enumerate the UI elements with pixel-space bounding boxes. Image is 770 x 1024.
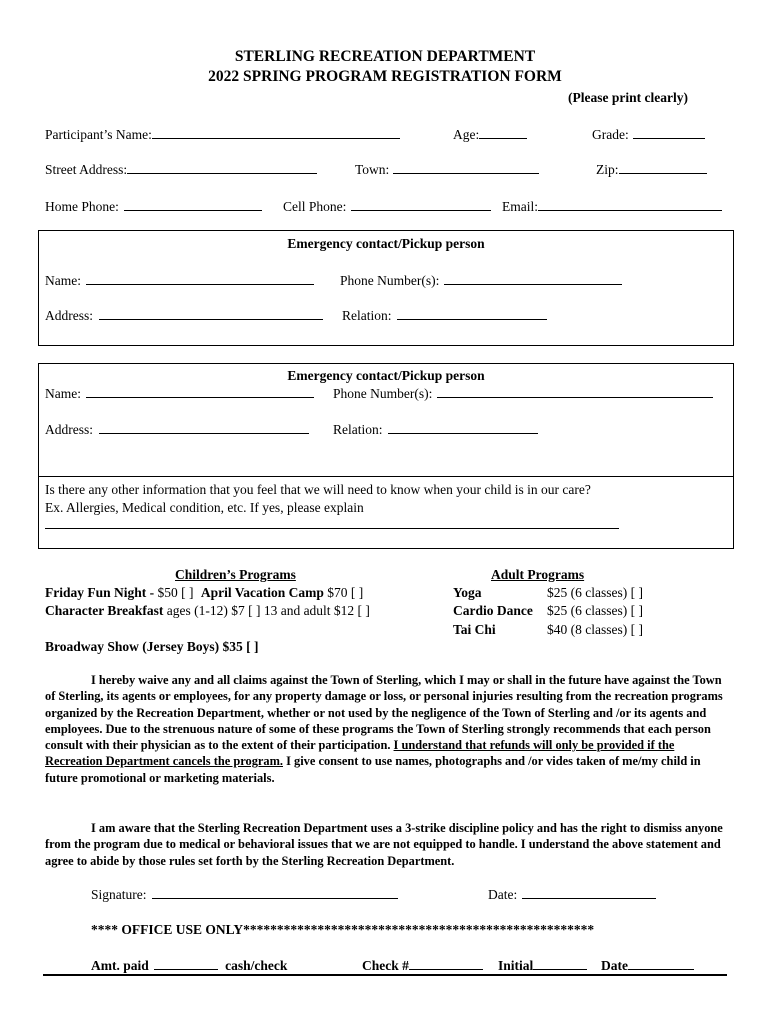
zip-row xyxy=(596,161,707,178)
signature-date-row xyxy=(488,886,656,903)
initial-label: Initial xyxy=(498,958,534,973)
check-number-label: Check # xyxy=(362,958,409,973)
town-field[interactable] xyxy=(393,161,539,174)
emergency1-relation-field[interactable] xyxy=(397,307,547,320)
office-date-field[interactable] xyxy=(628,957,694,970)
check-number-row xyxy=(362,957,483,974)
age-label: Age: xyxy=(453,127,480,142)
emergency1-name-label: Name: xyxy=(45,273,81,288)
emergency2-relation-row xyxy=(333,421,538,438)
cash-check-label: cash/check xyxy=(225,958,288,973)
amt-paid-row xyxy=(91,957,287,974)
additional-info-question: Is there any other information that you feel that we will need to know when your child is in our care? xyxy=(45,482,591,497)
emergency2-relation-field[interactable] xyxy=(388,421,538,434)
emergency1-address-field[interactable] xyxy=(99,307,323,320)
emergency-heading-2: Emergency contact/Pickup person xyxy=(287,368,485,383)
adult-programs-heading: Adult Programs xyxy=(491,567,585,582)
zip-label: Zip: xyxy=(596,162,619,177)
april-vacation-camp-price[interactable]: $70 [ ] xyxy=(323,585,364,600)
street-label: Street Address: xyxy=(45,162,128,177)
email-row xyxy=(502,198,722,215)
friday-fun-night-name: Friday Fun Night - xyxy=(45,585,155,600)
emergency1-relation-row xyxy=(342,307,547,324)
yoga-name: Yoga xyxy=(453,585,482,600)
emergency1-relation-label: Relation: xyxy=(342,308,392,323)
additional-info-field[interactable] xyxy=(45,528,619,529)
emergency1-name-row xyxy=(45,272,314,289)
emergency-contact-box-2 xyxy=(38,363,734,549)
tai-chi-price[interactable]: $40 (8 classes) [ ] xyxy=(547,622,643,637)
town-label: Town: xyxy=(355,162,390,177)
childrens-programs-heading: Children’s Programs xyxy=(175,567,296,582)
cardio-dance-name: Cardio Dance xyxy=(453,603,533,618)
emergency2-name-field[interactable] xyxy=(86,385,314,398)
friday-fun-night-price[interactable]: $50 [ ] xyxy=(154,585,194,600)
emergency1-name-field[interactable] xyxy=(86,272,314,285)
participant-name-label: Participant’s Name: xyxy=(45,127,152,142)
footer-rule xyxy=(43,974,727,976)
amt-paid-label: Amt. paid xyxy=(91,958,149,973)
emergency-heading-1: Emergency contact/Pickup person xyxy=(287,236,485,251)
grade-label: Grade: xyxy=(592,127,629,142)
emergency2-phone-row xyxy=(333,385,713,402)
additional-info-example: Ex. Allergies, Medical condition, etc. If yes, please explain xyxy=(45,500,364,515)
office-date-row xyxy=(601,957,694,974)
cardio-dance-price[interactable]: $25 (6 classes) [ ] xyxy=(547,603,643,618)
check-number-field[interactable] xyxy=(409,957,483,970)
waiver-text-a: I hereby waive any and all claims against the Town of Sterling, which I may or shall in the future have against the Town of Sterling, its agents or employees, for any property damage or loss, or personal injuries resulting from the recreation programs organized by the Recreation Department, whether or not used by the negligence of the Town of Sterling and /or its agents and employees. Due to the strenuous nature of some of these programs the Town of Sterling strongly recommends that each person consult with their physician as to the extent of their participation. xyxy=(45,673,723,753)
grade-row xyxy=(592,126,705,143)
cell-phone-field[interactable] xyxy=(351,198,491,211)
form-title-line2: 2022 SPRING PROGRAM REGISTRATION FORM xyxy=(208,68,562,85)
home-phone-field[interactable] xyxy=(124,198,262,211)
initial-field[interactable] xyxy=(533,957,587,970)
street-field[interactable] xyxy=(127,161,317,174)
office-use-only-banner: **** OFFICE USE ONLY**************************************************** xyxy=(91,922,595,937)
home-phone-row xyxy=(45,198,262,215)
refund-policy-text: I understand that refunds will only be provided if the Recreation Department cancels the program. xyxy=(45,738,675,769)
town-row xyxy=(355,161,539,178)
signature-field[interactable] xyxy=(152,886,398,899)
emergency2-address-field[interactable] xyxy=(99,421,309,434)
discipline-paragraph: I am aware that the Sterling Recreation Department uses a 3-strike discipline policy and has the right to dismiss anyone from the program due to medical or behavioral issues that we are not equipped to handle. I understand the above statement and agree to abide by those rules set forth by the Sterling Recreation Department. xyxy=(45,821,723,868)
age-field[interactable] xyxy=(479,126,527,139)
amt-paid-field[interactable] xyxy=(154,957,218,970)
participant-name-field[interactable] xyxy=(152,126,400,139)
april-vacation-camp-name: April Vacation Camp xyxy=(200,585,324,600)
email-label: Email: xyxy=(502,199,538,214)
emergency2-name-label: Name: xyxy=(45,386,81,401)
character-breakfast-row xyxy=(45,603,370,619)
yoga-price[interactable]: $25 (6 classes) [ ] xyxy=(547,585,643,600)
grade-field[interactable] xyxy=(633,126,705,139)
emergency1-phone-row xyxy=(340,272,622,289)
emergency2-address-label: Address: xyxy=(45,422,93,437)
signature-row xyxy=(91,886,398,903)
zip-field[interactable] xyxy=(619,161,707,174)
office-date-label: Date xyxy=(601,958,628,973)
cell-phone-label: Cell Phone: xyxy=(283,199,347,214)
email-field[interactable] xyxy=(538,198,722,211)
tai-chi-name: Tai Chi xyxy=(453,622,496,637)
waiver-paragraph xyxy=(45,672,725,786)
waiver-text-b: I give consent to use names, photographs and /or vides taken of me/my child in future promotional or marketing materials. xyxy=(45,754,701,785)
box-divider xyxy=(39,476,733,477)
initial-row xyxy=(498,957,587,974)
emergency2-name-row xyxy=(45,385,314,402)
character-breakfast-name: Character Breakfast xyxy=(45,603,164,618)
signature-date-field[interactable] xyxy=(522,886,656,899)
home-phone-label: Home Phone: xyxy=(45,199,119,214)
character-breakfast-detail[interactable]: ages (1-12) $7 [ ] 13 and adult $12 [ ] xyxy=(163,603,370,618)
cell-phone-row xyxy=(283,198,491,215)
signature-date-label: Date: xyxy=(488,887,518,902)
emergency1-phone-label: Phone Number(s): xyxy=(340,273,440,288)
emergency1-address-row xyxy=(45,307,323,324)
friday-fun-night-row xyxy=(45,585,363,601)
print-clearly-note: (Please print clearly) xyxy=(568,90,688,105)
age-row xyxy=(453,126,527,143)
emergency2-relation-label: Relation: xyxy=(333,422,383,437)
emergency2-address-row xyxy=(45,421,309,438)
emergency-contact-box-1 xyxy=(38,230,734,346)
street-row xyxy=(45,161,317,178)
emergency2-phone-label: Phone Number(s): xyxy=(333,386,433,401)
broadway-show-option[interactable]: Broadway Show (Jersey Boys) $35 [ ] xyxy=(45,639,259,654)
participant-name-row xyxy=(45,126,400,143)
emergency1-phone-field[interactable] xyxy=(444,272,622,285)
signature-label: Signature: xyxy=(91,887,147,902)
emergency1-address-label: Address: xyxy=(45,308,93,323)
form-title-line1: STERLING RECREATION DEPARTMENT xyxy=(234,48,536,65)
emergency2-phone-field[interactable] xyxy=(437,385,713,398)
